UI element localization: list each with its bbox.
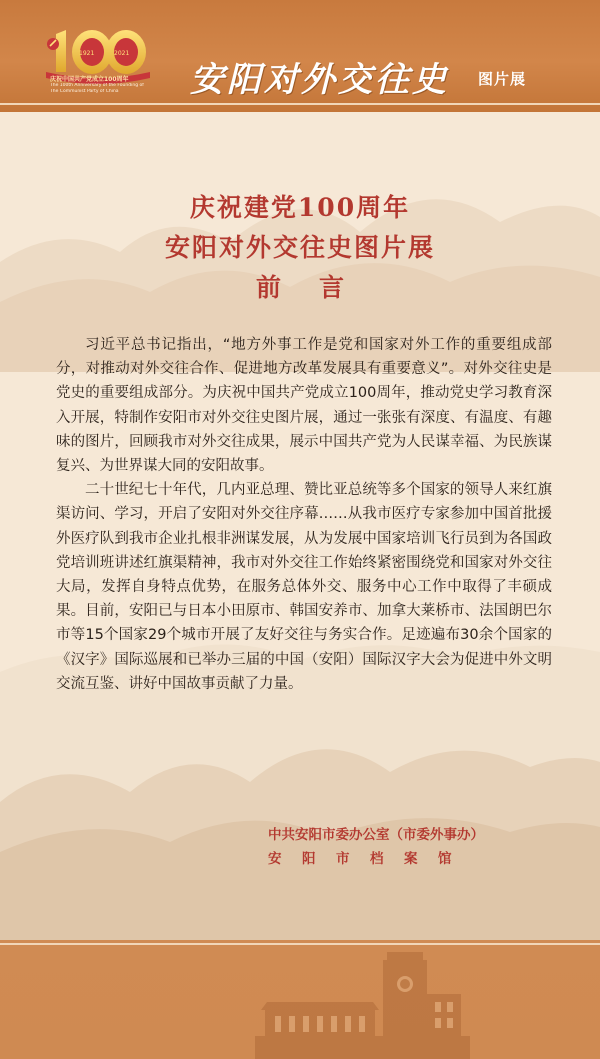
header-subtitle: 图片展	[478, 70, 527, 88]
logo-year-right: 2021	[114, 50, 130, 57]
foreword-paragraph-2: 二十世纪七十年代，几内亚总理、赞比亚总统等多个国家的领导人来红旗渠访问、学习，开启了安阳对外交往序幕……从我市医疗专家参加中国首批援外医疗队到我市企业扎根非洲谋发展，从为发展中国家培训飞行员到为各国政党培训班讲述红旗渠精神，我市对外交往工作始终紧密围绕党和国家对外交往大局，发挥自身特点优势，在服务总体外交、服务中心工作中取得了丰硕成果。目前，安阳已与日本小田原市、韩国安养市、加拿大莱桥市、法国朗巴尔市等15个国家29个城市开展了友好交往与务实合作。足迹遍布30余个国家的《汉字》国际巡展和已举办三届的中国（安阳）国际汉字大会为促进中外文明交流互鉴、讲好中国故事贡献了力量。	[56, 482, 552, 692]
foreword-paragraph-1: 习近平总书记指出，“地方外事工作是党和国家对外工作的重要组成部分，对推动对外交往合作、促进地方改革发展具有重要意义”。对外交往史是党史的重要组成部分。为庆祝中国共产党成立100周年，推动党史学习教育深入开展，特制作安阳市对外交往史图片展，通过一张张有深度、有温度、有趣味的图片，回顾我市对外交往成果，展示中国共产党为人民谋幸福、为民族谋复兴、为世界谋大同的安阳故事。	[56, 337, 552, 475]
signature-archives: 安阳市档案馆	[268, 851, 472, 867]
page-title-line-1: 庆祝建党100周年	[189, 193, 411, 222]
logo-caption-cn: 庆祝中国共产党成立100周年	[50, 76, 129, 83]
page-title-foreword: 前言	[255, 273, 382, 302]
header-divider	[0, 103, 600, 105]
museum-building-illustration	[255, 948, 470, 1059]
footer-divider	[0, 943, 600, 945]
logo-year-left: 1921	[79, 50, 95, 57]
page-title-line-2: 安阳对外交往史图片展	[164, 233, 435, 262]
header-title: 安阳对外交往史	[190, 60, 449, 100]
logo-caption-en-2: The Communist Party of China	[50, 89, 119, 94]
logo-number	[70, 69, 71, 70]
logo-caption-en-1: The 100th Anniversary of the Founding of	[50, 83, 144, 88]
foreword-body	[56, 333, 552, 696]
signature-office: 中共安阳市委办公室（市委外事办）	[268, 827, 484, 843]
